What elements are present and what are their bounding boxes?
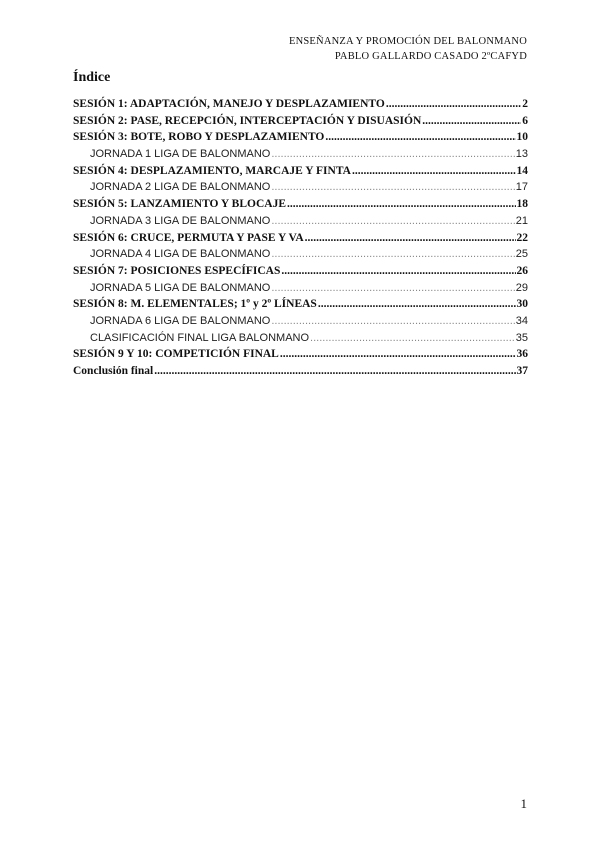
- toc-entry-label: JORNADA 6 LIGA DE BALONMANO: [90, 314, 271, 327]
- toc-entry-page: 26: [516, 264, 528, 277]
- toc-entry-label: SESIÓN 5: LANZAMIENTO Y BLOCAJE: [73, 198, 287, 211]
- page-header: [289, 34, 527, 64]
- toc-entry-page: 25: [515, 248, 528, 261]
- toc-dot-leader: [271, 248, 514, 260]
- toc-entry-page: 35: [515, 331, 528, 344]
- toc-entry[interactable]: [73, 265, 528, 282]
- toc-entry-page: 6: [522, 114, 528, 127]
- toc-subentry[interactable]: [73, 215, 528, 232]
- header-course-title: ENSEÑANZA Y PROMOCIÓN DEL BALONMANO: [289, 36, 527, 47]
- toc-entry-page: 30: [516, 298, 528, 311]
- toc-subentry[interactable]: [73, 282, 528, 299]
- toc-subentry[interactable]: [73, 148, 528, 165]
- toc-entry-page: 21: [515, 214, 528, 227]
- toc-entry[interactable]: [73, 198, 528, 215]
- toc-entry[interactable]: [73, 165, 528, 182]
- header-author: PABLO GALLARDO CASADO 2ºCAFYD: [334, 51, 527, 62]
- toc-entry-label: SESIÓN 4: DESPLAZAMIENTO, MARCAJE Y FINTA: [73, 164, 351, 177]
- toc-entry-page: 34: [515, 314, 528, 327]
- toc-entry[interactable]: [73, 131, 528, 148]
- toc-entry-page: 36: [516, 348, 528, 361]
- toc-dot-leader: [325, 131, 515, 143]
- toc-dot-leader: [281, 265, 515, 277]
- toc-entry-label: SESIÓN 8: M. ELEMENTALES; 1º y 2º LÍNEAS: [73, 298, 317, 311]
- toc-entry-label: SESIÓN 1: ADAPTACIÓN, MANEJO Y DESPLAZAMIENTO: [73, 98, 385, 110]
- toc-dot-leader: [352, 165, 516, 177]
- toc-dot-leader: [422, 115, 521, 127]
- toc-dot-leader: [318, 298, 516, 310]
- toc-entry[interactable]: [73, 298, 528, 315]
- toc-dot-leader: [154, 365, 515, 377]
- toc-entry-page: 37: [516, 365, 528, 377]
- toc-entry-page: 10: [516, 131, 528, 144]
- toc-dot-leader: [287, 198, 515, 210]
- toc-subentry[interactable]: [73, 332, 528, 349]
- toc-entry[interactable]: [73, 232, 528, 249]
- toc-dot-leader: [310, 332, 515, 344]
- toc-dot-leader: [271, 181, 514, 193]
- toc-entry-label: SESIÓN 2: PASE, RECEPCIÓN, INTERCEPTACIÓN Y DISUASIÓN: [73, 114, 422, 127]
- toc-dot-leader: [271, 215, 514, 227]
- toc-title: Índice: [73, 70, 111, 85]
- toc-entry-page: 22: [516, 231, 528, 244]
- toc-entry-label: SESIÓN 9 Y 10: COMPETICIÓN FINAL: [73, 348, 279, 361]
- toc-entry-page: 18: [516, 198, 528, 211]
- toc-entry-label: JORNADA 5 LIGA DE BALONMANO: [90, 281, 271, 294]
- table-of-contents: [73, 98, 528, 382]
- toc-entry[interactable]: [73, 98, 528, 115]
- toc-entry[interactable]: [73, 348, 528, 365]
- toc-dot-leader: [386, 98, 521, 110]
- toc-entry-label: SESIÓN 3: BOTE, ROBO Y DESPLAZAMIENTO: [73, 131, 325, 144]
- toc-entry-label: JORNADA 1 LIGA DE BALONMANO: [90, 148, 271, 161]
- toc-entry[interactable]: [73, 115, 528, 132]
- toc-subentry[interactable]: [73, 315, 528, 332]
- toc-dot-leader: [271, 282, 514, 294]
- toc-dot-leader: [305, 232, 516, 244]
- toc-entry-page: 13: [515, 148, 528, 161]
- toc-entry-page: 2: [522, 98, 528, 110]
- toc-entry-label: SESIÓN 7: POSICIONES ESPECÍFICAS: [73, 264, 281, 277]
- page-number: 1: [520, 796, 527, 811]
- toc-subentry[interactable]: [73, 248, 528, 265]
- toc-entry-label: JORNADA 2 LIGA DE BALONMANO: [90, 181, 271, 194]
- toc-entry-page: 17: [515, 181, 528, 194]
- toc-entry-label: CLASIFICACIÓN FINAL LIGA BALONMANO: [90, 331, 310, 344]
- toc-dot-leader: [271, 315, 514, 327]
- toc-subentry[interactable]: [73, 181, 528, 198]
- toc-entry-label: Conclusión final: [73, 365, 154, 377]
- toc-entry-label: JORNADA 3 LIGA DE BALONMANO: [90, 214, 271, 227]
- toc-entry-page: 14: [516, 164, 528, 177]
- toc-entry-page: 29: [515, 281, 528, 294]
- toc-entry[interactable]: [73, 365, 528, 382]
- toc-dot-leader: [271, 148, 514, 160]
- toc-entry-label: SESIÓN 6: CRUCE, PERMUTA Y PASE Y VA: [73, 231, 304, 244]
- toc-dot-leader: [280, 348, 516, 360]
- toc-entry-label: JORNADA 4 LIGA DE BALONMANO: [90, 248, 271, 261]
